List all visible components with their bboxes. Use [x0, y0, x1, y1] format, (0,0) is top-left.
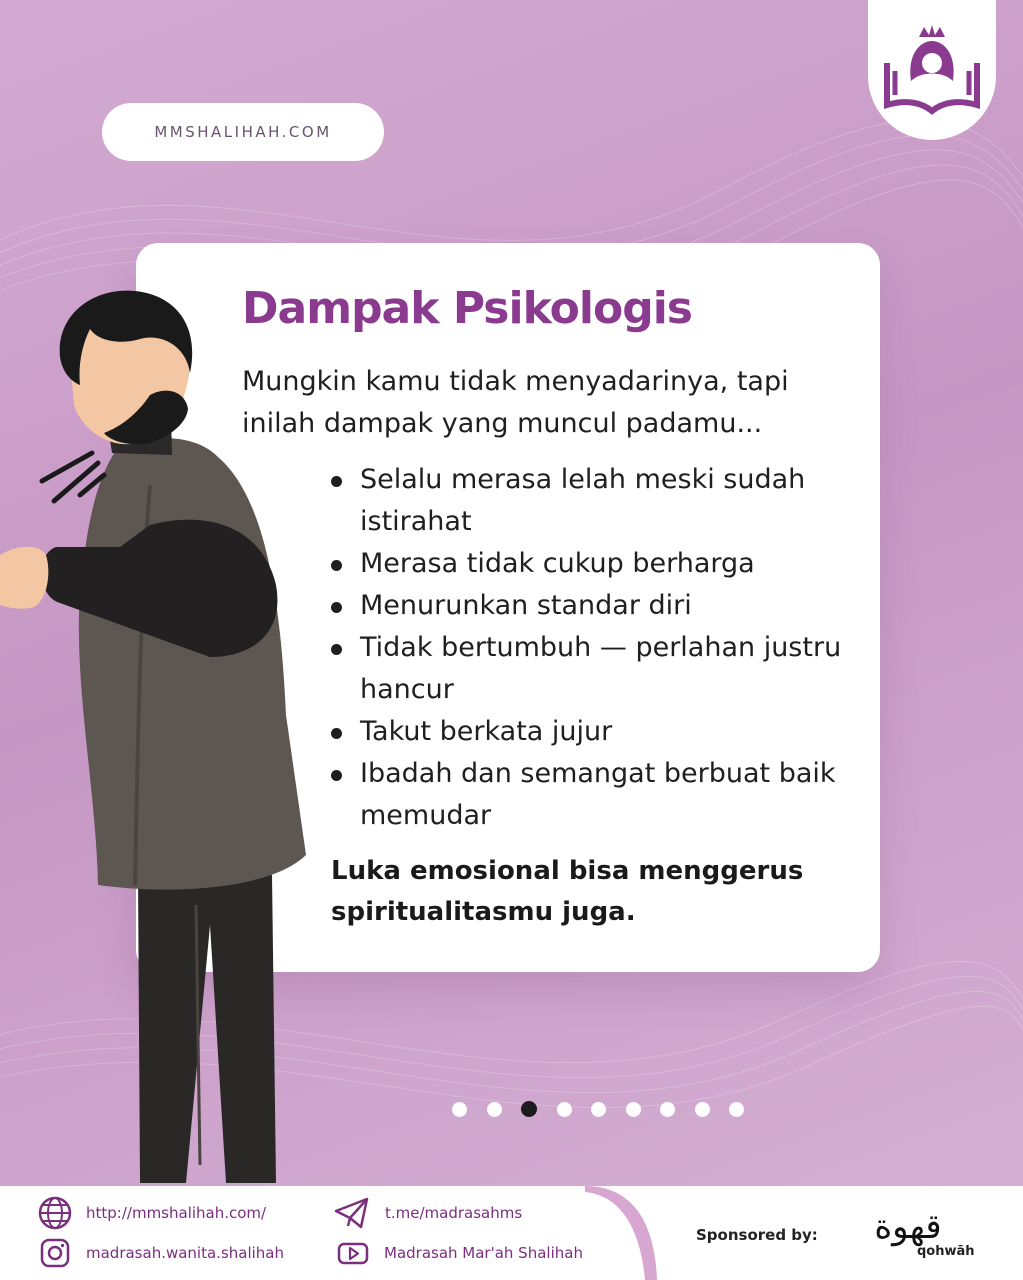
list-item: Merasa tidak cukup berharga: [331, 543, 851, 585]
instagram-icon: [38, 1236, 72, 1270]
globe-icon: [38, 1196, 72, 1230]
page-dot[interactable]: [695, 1102, 710, 1117]
brand-logo-tab: [868, 0, 996, 140]
page-dot-active[interactable]: [521, 1101, 537, 1117]
footer-bar: [0, 1186, 1023, 1280]
page-dot[interactable]: [729, 1102, 744, 1117]
footer-youtube[interactable]: [336, 1236, 583, 1270]
list-item: Selalu merasa lelah meski sudah istirahat: [331, 459, 851, 543]
site-url-pill[interactable]: [102, 103, 384, 161]
pagination-dots: [452, 1100, 744, 1118]
list-item: Tidak bertumbuh — perlahan justru hancur: [331, 627, 851, 711]
page-dot[interactable]: [452, 1102, 467, 1117]
page-dot[interactable]: [487, 1102, 502, 1117]
page-dot[interactable]: [626, 1102, 641, 1117]
impact-list: [331, 459, 851, 837]
page-dot[interactable]: [557, 1102, 572, 1117]
website-link[interactable]: http://mmshalihah.com/: [86, 1204, 267, 1222]
page-dot[interactable]: [591, 1102, 606, 1117]
sponsor-label: Sponsored by:: [696, 1226, 818, 1244]
telegram-icon: [333, 1196, 371, 1230]
crown-hijab-book-logo-icon: [877, 23, 987, 118]
footer-instagram[interactable]: [38, 1236, 284, 1270]
list-item: Menurunkan standar diri: [331, 585, 851, 627]
closing-statement: Luka emosional bisa menggerus spiritualitasmu juga.: [331, 856, 804, 927]
card-title: Dampak Psikologis: [242, 283, 692, 334]
coughing-man-illustration: [0, 285, 320, 1190]
list-item: Ibadah dan semangat berbuat baik memudar: [331, 753, 851, 837]
intro-text: Mungkin kamu tidak menyadarinya, tapi inilah dampak yang muncul padamu...: [242, 366, 789, 439]
site-url-text: MMSHALIHAH.COM: [154, 123, 332, 141]
footer-telegram[interactable]: [333, 1196, 522, 1230]
sponsor-name: qohwāh: [917, 1244, 975, 1259]
sponsor-arabic-text: قهوة: [874, 1207, 942, 1247]
youtube-icon: [336, 1236, 370, 1270]
page-dot[interactable]: [660, 1102, 675, 1117]
list-item: Takut berkata jujur: [331, 711, 851, 753]
instagram-handle[interactable]: madrasah.wanita.shalihah: [86, 1244, 284, 1262]
telegram-link[interactable]: t.me/madrasahms: [385, 1204, 523, 1222]
footer-website[interactable]: [38, 1196, 266, 1230]
youtube-channel[interactable]: Madrasah Mar'ah Shalihah: [384, 1244, 583, 1262]
